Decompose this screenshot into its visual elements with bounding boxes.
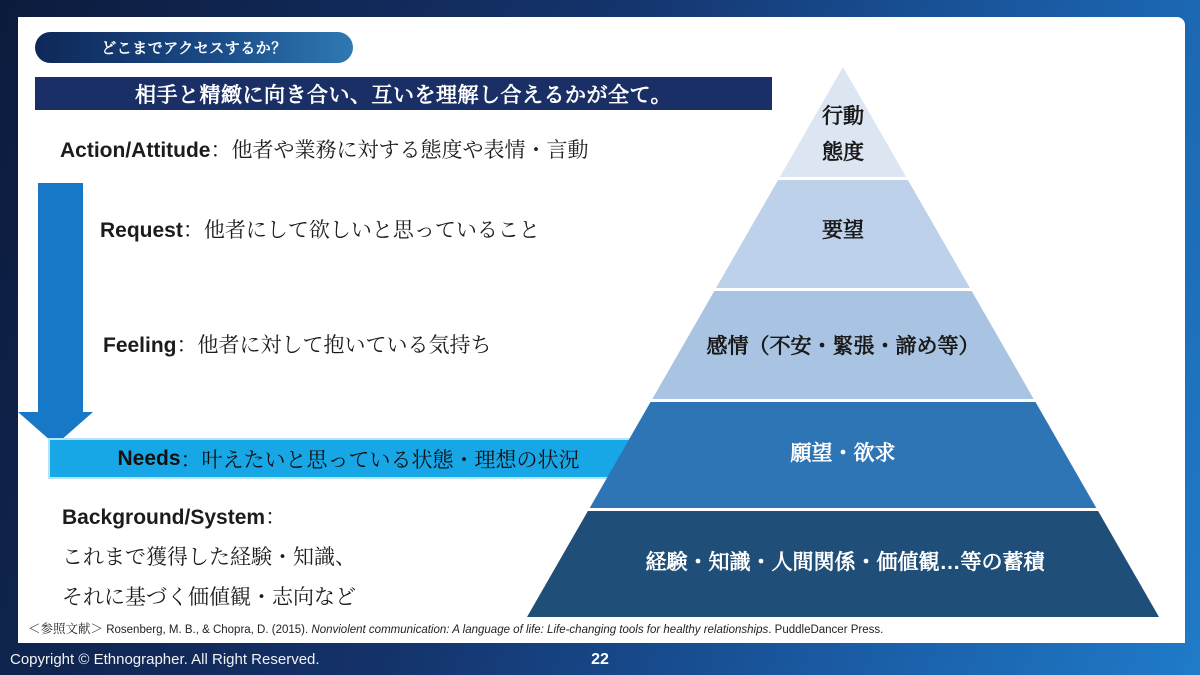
footer-bar (0, 643, 1200, 675)
page-number: 22 (591, 651, 609, 668)
annotation-background-system (62, 501, 286, 531)
annotation-background-term: Background/System (62, 506, 266, 529)
annotation-background-colon: ： (265, 506, 287, 529)
pyramid-level-3-label: 感情（不安・緊張・諦め等） (706, 335, 980, 358)
annotation-background-line3: それに基づく価値観・志向など (62, 586, 356, 609)
reference-citation (28, 619, 1173, 637)
annotation-feeling-term: Feeling (103, 334, 177, 357)
citation-title: Nonviolent communication: A language of life: Life-changing tools for healthy relationships (311, 624, 769, 636)
citation-publisher: . PuddleDancer Press. (768, 624, 884, 636)
pyramid-diagram (500, 60, 1170, 620)
copyright-text: Copyright © Ethnographer. All Right Reserved. (10, 651, 320, 668)
annotation-feeling-desc: ：他者に対して抱いている気持ち (176, 334, 492, 357)
pyramid-level-1-label-line2: 態度 (822, 141, 864, 164)
annotation-background-line2: これまで獲得した経験・知識、 (62, 546, 356, 569)
annotation-action-desc: ：他者や業務に対する態度や表情・言動 (210, 139, 589, 162)
annotation-request-term: Request (100, 219, 183, 242)
headline-text: 相手と精緻に向き合い、互いを理解し合えるかが全て。 (134, 83, 673, 107)
annotation-needs-term: Needs (117, 446, 181, 470)
pyramid-level-1-label-line1: 行動 (822, 105, 864, 128)
down-arrow-icon (0, 0, 120, 460)
annotation-request-desc: ：他者にして欲しいと思っていること (182, 219, 540, 242)
pyramid-level-4-label: 願望・欲求 (790, 442, 896, 465)
annotation-action-term: Action/Attitude (60, 139, 211, 162)
annotation-feeling (103, 329, 492, 359)
citation-authors: Rosenberg, M. B., & Chopra, D. (2015). (103, 624, 312, 636)
citation-prefix: ＜参照文献＞ (28, 622, 104, 636)
annotation-request (100, 214, 540, 244)
section-pill-label: どこまでアクセスするか？ (101, 40, 287, 57)
annotation-needs-desc: ：叶えたいと思っている状態・理想の状況 (180, 448, 580, 472)
pyramid-level-5-label: 経験・知識・人間関係・価値観…等の蓄積 (645, 551, 1045, 574)
pyramid-level-2-label: 要望 (822, 219, 864, 242)
